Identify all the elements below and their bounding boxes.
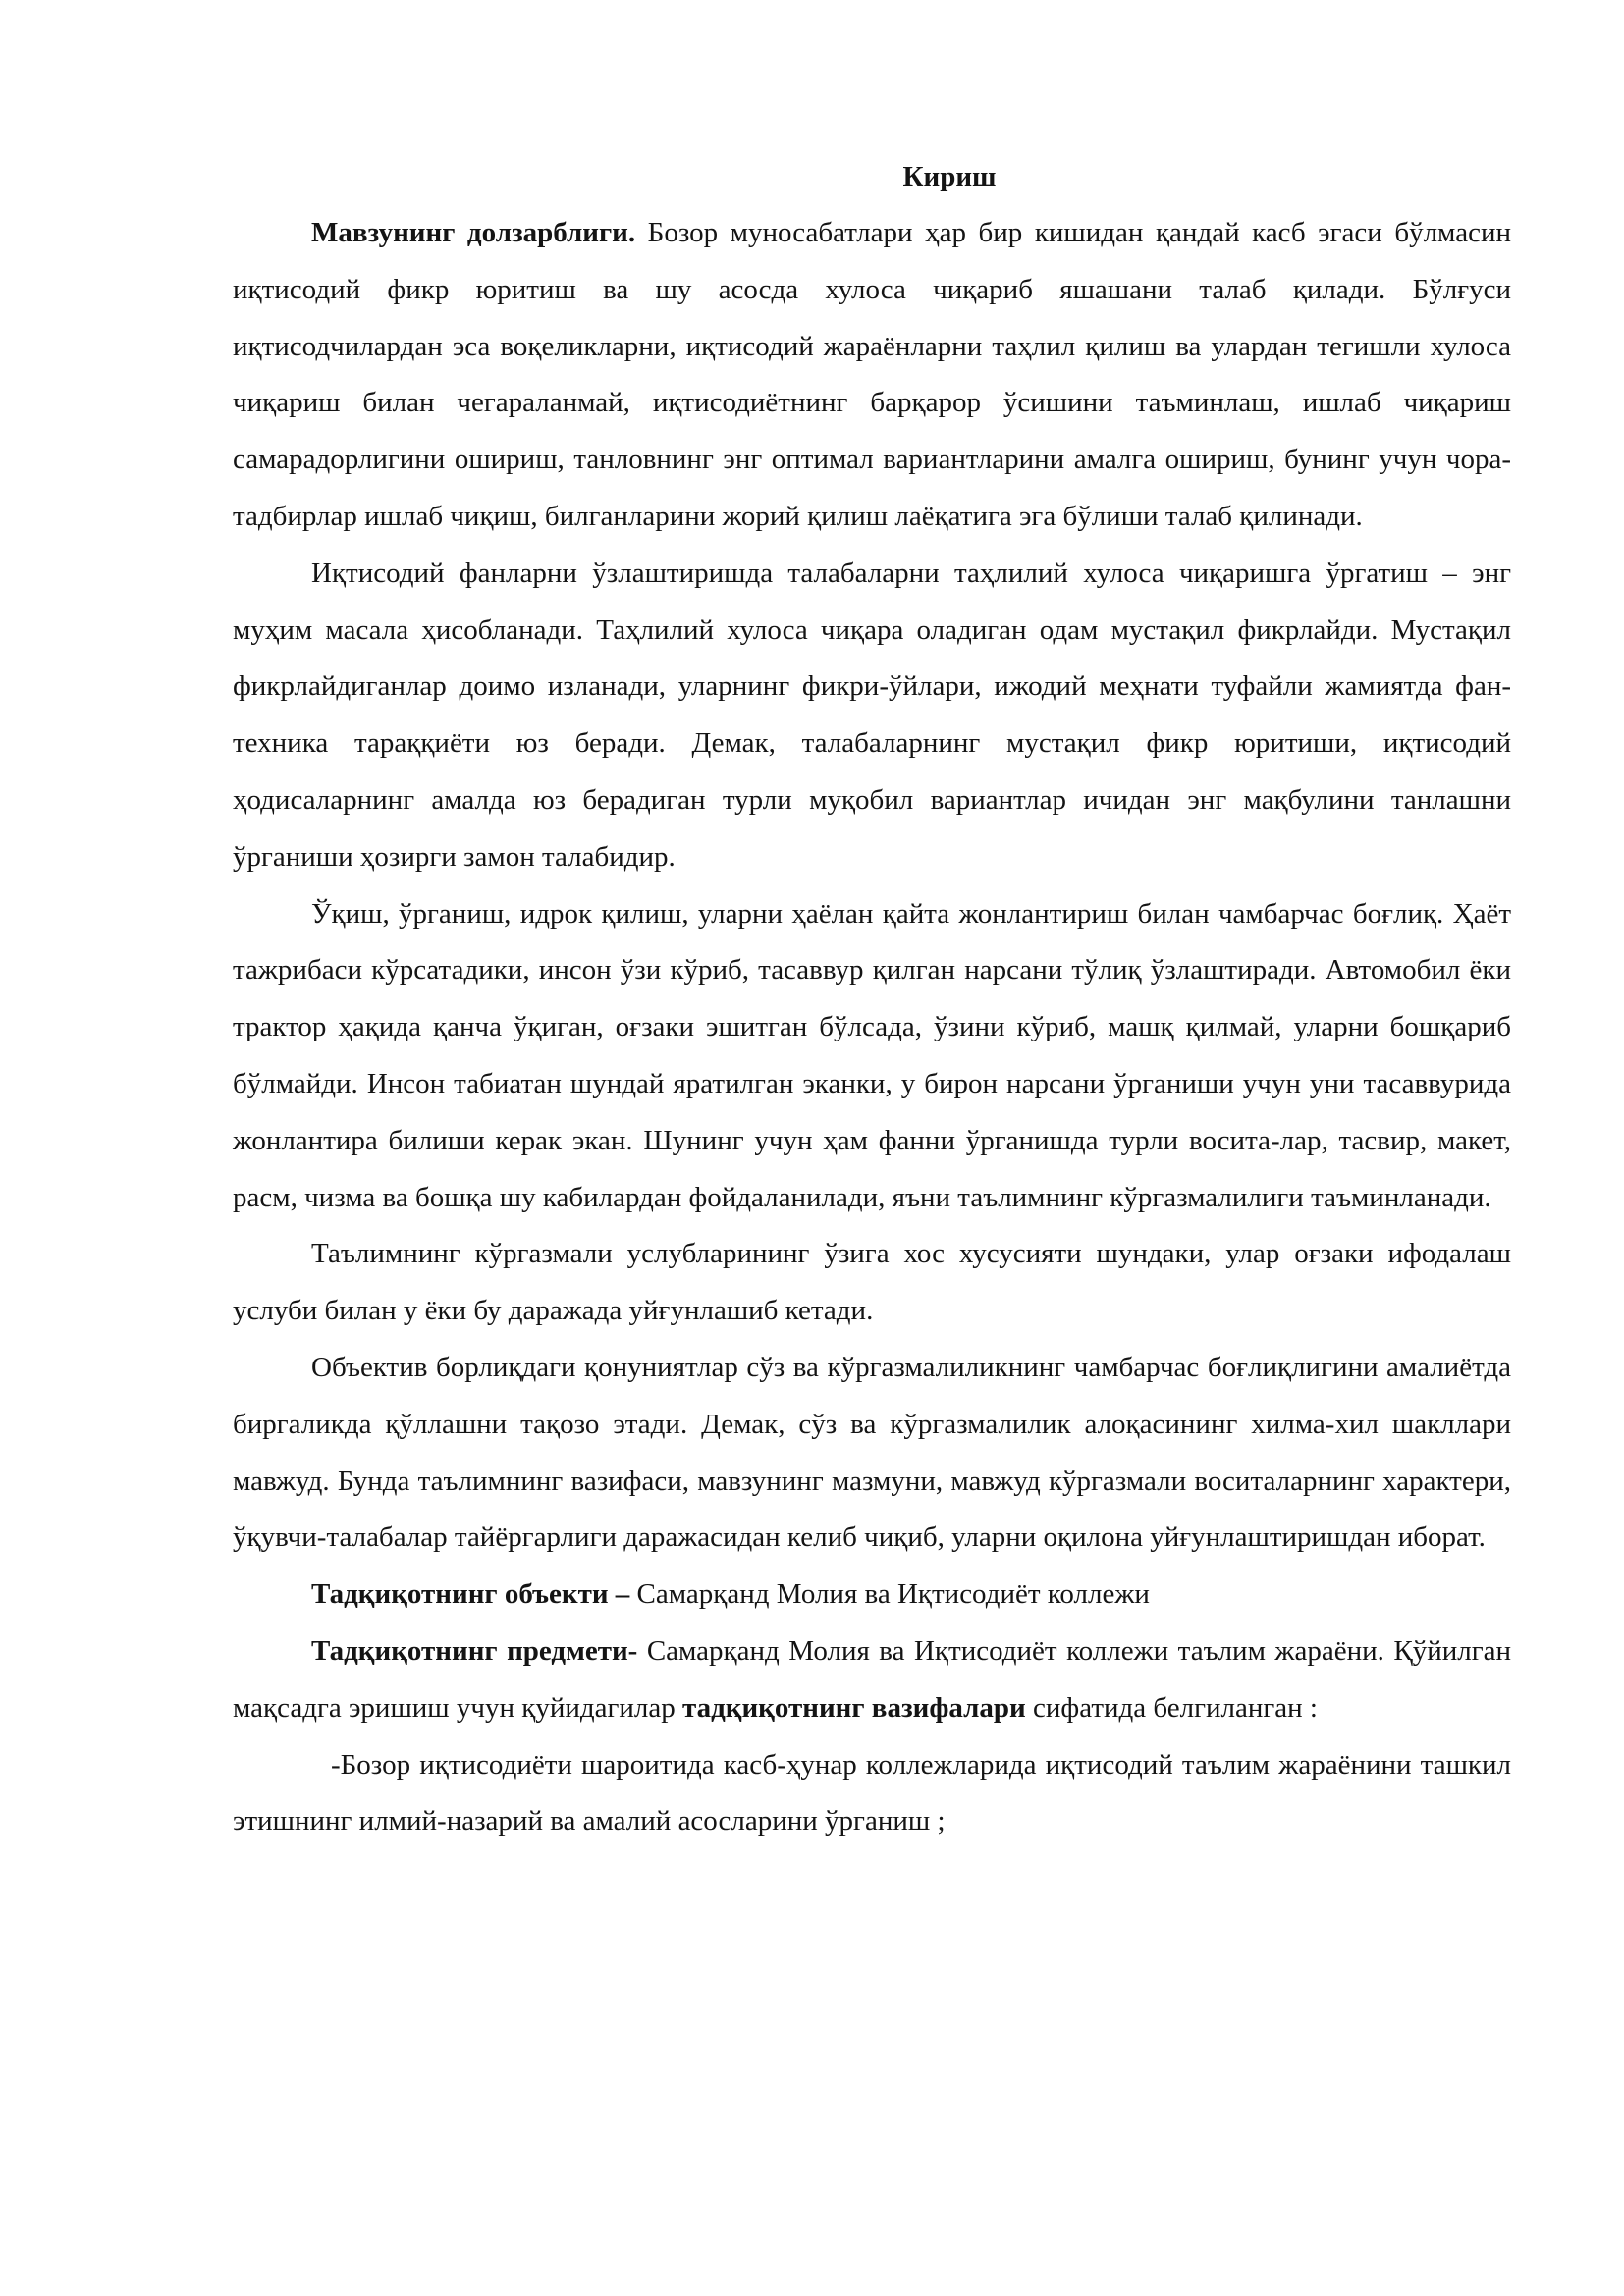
research-object-heading: Тадқиқотнинг объекти – [311,1578,630,1611]
paragraph-research-object [233,1567,1511,1624]
research-object-text: Самарқанд Молия ва Иқтисодиёт коллежи [629,1578,1150,1611]
research-subject-heading: Тадқиқотнинг предмети- [311,1634,638,1667]
research-tasks-heading: тадқиқотнинг вазифалари [682,1691,1026,1724]
research-subject-text: Самарқанд Молия ва Иқтисодиёт коллежи таълим жараёни. Қўйилган мақсадга эришиш учун қуйидагилар [233,1634,1511,1724]
paragraph-learning: Ўқиш, ўрганиш, идрок қилиш, уларни ҳаёлан қайта жонлантириш билан чамбарчас боғлиқ. Ҳаёт тажрибаси кўрсатадики, инсон ўзи кўриб, тасаввур қилган нарсани тўлиқ ўзлаштиради. Автомобил ёки трактор ҳақида қанча ўқиган, оғзаки эшитган бўлсада, ўзини кўриб, машқ қилмай, уларни бошқариб бўлмайди. Инсон табиатан шундай яратилган эканки, у бирон нарсани ўрганиши учун уни тасаввурида жонлантира билиши керак экан. Шунинг учун ҳам фанни ўрганишда турли восита-лар, тасвир, макет, расм, чизма ва бошқа шу кабилардан фойдаланилади, яъни таълимнинг кўргазмалилиги таъминланади. [233,897,1511,1213]
paragraph-relevance [233,205,1511,546]
paragraph-economic-sciences: Иқтисодий фанларни ўзлаштиришда талабаларни таҳлилий хулоса чиқаришга ўргатиш – энг муҳим масала ҳисобланади. Таҳлилий хулоса чиқара оладиган одам мустақил фикрлайди. Мустақил фикрлайдиганлар доимо изланади, уларнинг фикри-ўйлари, ижодий меҳнати туфайли жамиятда фан-техника тараққиёти юз беради. Демак, талабаларнинг мустақил фикр юритиши, иқтисодий ҳодисаларнинг амалда юз берадиган турли муқобил вариантлар ичидан энг мақбулини танлашни ўрганиши ҳозирги замон талабидир. [233,557,1511,873]
relevance-text: Бозор муносабатлари ҳар бир кишидан қандай касб эгаси бўлмасин иқтисодий фикр юритиш ва шу асосда хулоса чиқариб яшашани талаб қилади. Бўлғуси иқтисодчилардан эса воқеликларни, иқтисодий жараёнларни таҳлил қилиш ва улардан тегишли хулоса чиқариш билан чегараланмай, иқтисодиётнинг барқарор ўсишини таъминлаш, ишлаб чиқариш самарадорлигини ошириш, танловнинг энг оптимал вариантларини амалга ошириш, бунинг учун чора-тадбирлар ишлаб чиқиш, билганларини жорий қилиш лаёқатига эга бўлиши талаб қилинади. [233,217,1511,532]
document-page [233,149,1511,1850]
relevance-heading: Мавзунинг долзарблиги. [311,217,636,248]
paragraph-research-subject [233,1624,1511,1737]
paragraph-task-1: -Бозор иқтисодиёти шароитида касб-ҳунар коллежларида иқтисодий таълим жараёнини ташкил этишнинг илмий-назарий ва амалий асосларини ўрганиш ; [233,1748,1511,1838]
paragraph-objective-laws: Объектив борлиқдаги қонуниятлар сўз ва кўргазмалиликнинг чамбарчас боғлиқлигини амалиётда биргаликда қўллашни тақозо этади. Демак, сўз ва кўргазмалилик алоқасининг хилма-хил шакллари мавжуд. Бунда таълимнинг вазифаси, мавзунинг мазмуни, мавжуд кўргазмали воситаларнинг характери, ўқувчи-талабалар тайёргарлиги даражасидан келиб чиқиб, уларни оқилона уйғунлаштиришдан иборат. [233,1351,1511,1554]
research-subject-text-end: сифатида белгиланган : [1025,1691,1318,1724]
paragraph-visual-methods: Таълимнинг кўргазмали услубларининг ўзига хос хусусияти шундаки, улар оғзаки ифодалаш услуби билан у ёки бу даражада уйғунлашиб кетади. [233,1238,1511,1327]
document-title: Кириш [902,161,997,192]
